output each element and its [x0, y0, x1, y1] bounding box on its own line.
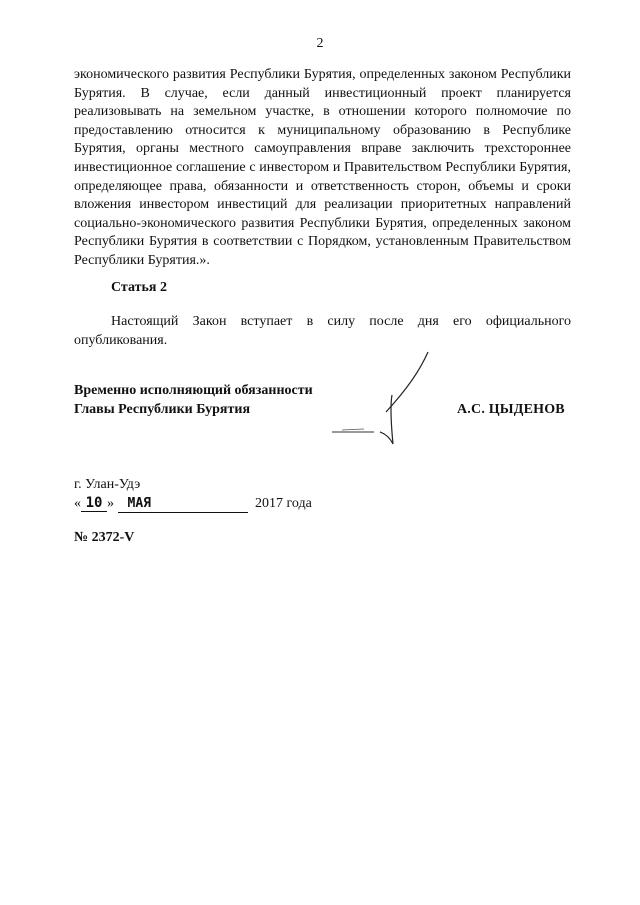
city: г. Улан-Удэ [74, 477, 141, 492]
date-line [74, 495, 312, 513]
law-number: № 2372-V [74, 530, 135, 545]
date-month: МАЯ [118, 496, 248, 513]
signatory-title-line-2: Главы Республики Бурятия [74, 402, 251, 417]
signatory-title-line-1: Временно исполняющий обязанности [74, 383, 313, 398]
signatory-name: А.С. ЦЫДЕНОВ [457, 402, 565, 417]
page-number: 2 [316, 36, 324, 51]
open-quote: « [74, 496, 81, 511]
handwritten-signature [320, 348, 440, 458]
close-quote: » [107, 496, 114, 511]
article-text: Настоящий Закон вступает в силу после дня его официального опубликования. [74, 314, 571, 348]
article-heading: Статья 2 [111, 280, 167, 295]
main-paragraph: экономического развития Республики Бурятия, определенных законом Республики Бурятия. В случае, если данный инвестиционный проект планируется реализовывать на земельном участке, в отношении которого полномочие по предоставлению относится к муниципальному образованию в Республике Бурятия, органы местного самоуправления вправе заключить трехстороннее инвестиционное соглашение с инвестором и Правительством Республики Бурятия, определяющее права, обязанности и ответственность сторон, объемы и сроки вложения инвестором инвестиций для реализации приоритетных направлений социально-экономического развития Республики Бурятия, определенных законом Республики Бурятия в соответствии с Порядком, установленным Правительством Республики Бурятия.». [74, 67, 571, 268]
date-day: 10 [81, 495, 107, 512]
date-year: 2017 года [255, 496, 312, 511]
